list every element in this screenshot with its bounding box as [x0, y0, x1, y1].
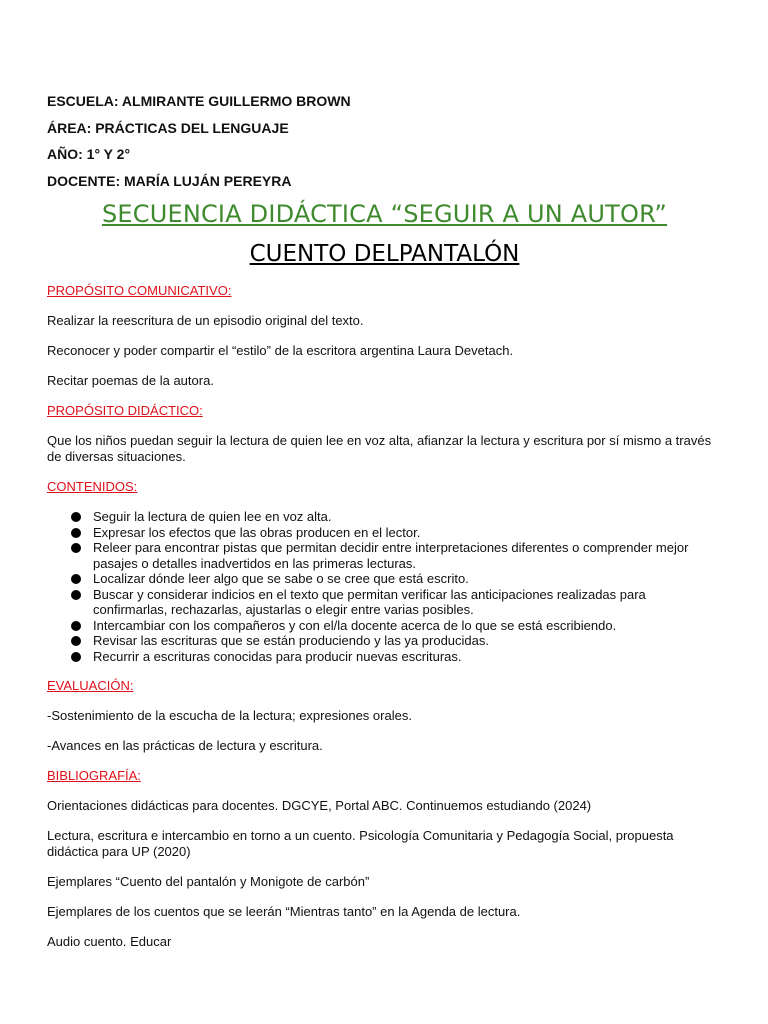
bibliography-entry: Ejemplares de los cuentos que se leerán “Mientras tanto” en la Agenda de lectura.	[47, 904, 521, 919]
didactic-purpose-heading: PROPÓSITO DIDÁCTICO:	[47, 403, 203, 418]
bibliography-entry: Ejemplares “Cuento del pantalón y Monigote de carbón”	[47, 874, 370, 889]
area-line: ÁREA: PRÁCTICAS DEL LENGUAJE	[47, 119, 289, 136]
contents-list-item: Recurrir a escrituras conocidas para producir nuevas escrituras.	[93, 649, 722, 665]
document-title: SECUENCIA DIDÁCTICA “SEGUIR A UN AUTOR”	[101, 200, 668, 228]
contents-list-item: Revisar las escrituras que se están produciendo y las ya producidas.	[93, 633, 722, 649]
contents-list-item: Seguir la lectura de quien lee en voz alta.	[93, 509, 722, 525]
school-line: ESCUELA: ALMIRANTE GUILLERMO BROWN	[47, 93, 351, 109]
communicative-purpose-heading: PROPÓSITO COMUNICATIVO:	[47, 283, 232, 298]
bibliography-entry: Audio cuento. Educar	[47, 934, 172, 949]
contents-list-item: Releer para encontrar pistas que permitan decidir entre interpretaciones diferentes o comprender mejor pasajes o detalles inadvertidos en las primeras lecturas.	[93, 540, 722, 571]
evaluation-paragraph: -Avances en las prácticas de lectura y escritura.	[47, 738, 323, 753]
bibliography-entry: Lectura, escritura e intercambio en torno a un cuento. Psicología Comunitaria y Pedagogía Social, propuesta didáctica para UP (2020)	[47, 828, 674, 859]
teacher-line: DOCENTE: MARÍA LUJÁN PEREYRA	[47, 172, 292, 189]
contents-list-item: Localizar dónde leer algo que se sabe o se cree que está escrito.	[93, 571, 722, 587]
evaluation-paragraph: -Sostenimiento de la escucha de la lectura; expresiones orales.	[47, 708, 412, 723]
evaluation-heading: EVALUACIÓN:	[47, 678, 134, 693]
contents-list-item: Expresar los efectos que las obras producen en el lector.	[93, 525, 722, 541]
bibliography-entry: Orientaciones didácticas para docentes. DGCYE, Portal ABC. Continuemos estudiando (2024)	[47, 798, 592, 813]
contents-list	[47, 509, 722, 664]
communicative-purpose-paragraph: Realizar la reescritura de un episodio original del texto.	[47, 313, 364, 328]
year-line: AÑO: 1° Y 2°	[47, 146, 131, 162]
bibliography-heading: BIBLIOGRAFÍA:	[47, 768, 141, 783]
contents-list-item: Intercambiar con los compañeros y con el/la docente acerca de lo que se está escribiendo.	[93, 618, 722, 634]
contents-heading: CONTENIDOS:	[47, 479, 138, 494]
document-subtitle: CUENTO DELPANTALÓN	[249, 241, 520, 267]
didactic-purpose-paragraph: Que los niños puedan seguir la lectura de quien lee en voz alta, afianzar la lectura y escritura por sí mismo a través de diversas situaciones.	[47, 433, 712, 464]
contents-list-item: Buscar y considerar indicios en el texto que permitan verificar las anticipaciones realizadas para confirmarlas, rechazarlas, ajustarlas o elegir entre varias posibles.	[93, 587, 722, 618]
communicative-purpose-paragraph: Reconocer y poder compartir el “estilo” de la escritora argentina Laura Devetach.	[47, 343, 514, 358]
communicative-purpose-paragraph: Recitar poemas de la autora.	[47, 373, 214, 388]
